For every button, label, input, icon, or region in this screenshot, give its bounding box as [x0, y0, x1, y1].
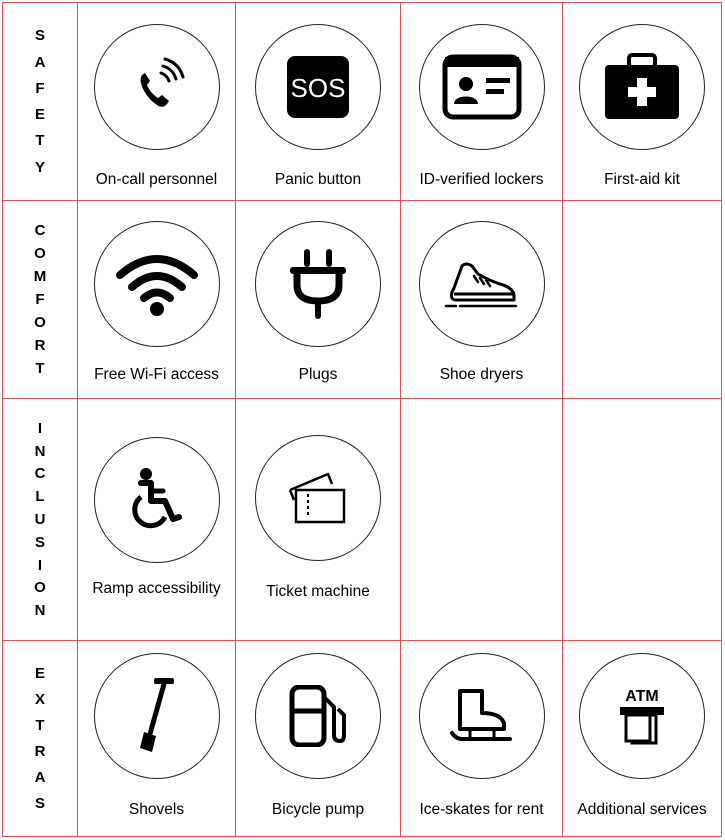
- sos-icon: [255, 24, 381, 150]
- category-extras: [3, 641, 78, 837]
- wifi-icon: [94, 221, 220, 347]
- category-letter: E: [34, 106, 45, 124]
- empty-cell: [563, 399, 722, 641]
- category-letter: U: [34, 510, 46, 528]
- amenity-on-call-personnel: [78, 3, 236, 201]
- amenity-label: Panic button: [274, 171, 362, 188]
- category-letter: A: [34, 769, 46, 786]
- category-letter: T: [35, 717, 45, 734]
- empty-cell: [401, 399, 563, 641]
- amenity-label: ID-verified lockers: [419, 171, 544, 188]
- category-letter: O: [34, 245, 46, 262]
- category-comfort: [3, 201, 78, 399]
- category-letter: I: [37, 556, 43, 574]
- category-letter: N: [34, 442, 46, 460]
- empty-cell: [563, 201, 722, 399]
- id-card-icon: [419, 24, 545, 150]
- category-letter: O: [34, 314, 46, 331]
- atm-text: ATM: [625, 688, 659, 705]
- amenity-label: Free Wi-Fi access: [94, 366, 219, 383]
- amenity-bicycle-pump: [236, 641, 401, 837]
- atm-icon: [579, 653, 705, 779]
- category-inclusion: [3, 399, 78, 641]
- category-letter: R: [34, 743, 46, 760]
- amenity-label: Additional services: [577, 801, 707, 818]
- category-letter: M: [33, 268, 47, 285]
- amenity-label: Ice-skates for rent: [419, 801, 544, 818]
- amenity-shovels: [78, 641, 236, 837]
- phone-ringing-icon: [94, 24, 220, 150]
- shovel-icon: [94, 653, 220, 779]
- amenity-additional-services: [563, 641, 722, 837]
- first-aid-kit-icon: [579, 24, 705, 150]
- amenity-label: Bicycle pump: [271, 801, 365, 818]
- amenity-first-aid-kit: [563, 3, 722, 201]
- category-letter: C: [34, 222, 46, 239]
- amenity-ramp-accessibility: [78, 399, 236, 641]
- amenity-label: Ticket machine: [266, 583, 370, 600]
- sos-text: SOS: [290, 73, 346, 103]
- amenity-panic-button: [236, 3, 401, 201]
- category-letter: L: [35, 488, 45, 506]
- category-letter: E: [34, 665, 45, 682]
- category-letter: Y: [34, 158, 45, 176]
- category-letter: I: [37, 419, 43, 437]
- ice-skate-icon: [419, 653, 545, 779]
- category-letter: A: [34, 53, 46, 71]
- category-letter: S: [34, 27, 45, 45]
- category-letter: S: [34, 533, 45, 551]
- amenity-label: Shoe dryers: [439, 366, 524, 383]
- amenity-label: First-aid kit: [604, 171, 680, 188]
- category-safety: [3, 3, 78, 201]
- amenity-label: Plugs: [298, 366, 338, 383]
- amenity-id-verified-lockers: [401, 3, 563, 201]
- amenity-ice-skates-for-rent: [401, 641, 563, 837]
- category-letter: T: [35, 360, 45, 377]
- category-letter: F: [35, 79, 45, 97]
- wheelchair-icon: [94, 437, 220, 563]
- amenities-grid: [2, 2, 722, 837]
- plug-icon: [255, 221, 381, 347]
- amenity-label: Shovels: [128, 801, 185, 818]
- pump-icon: [255, 653, 381, 779]
- ticket-icon: [255, 435, 381, 561]
- category-letter: R: [34, 337, 46, 354]
- shoe-icon: [419, 221, 545, 347]
- category-letter: F: [35, 291, 45, 308]
- category-letter: N: [34, 602, 46, 620]
- amenity-shoe-dryers: [401, 201, 563, 399]
- category-letter: O: [34, 579, 46, 597]
- category-letter: T: [35, 132, 45, 150]
- category-letter: X: [34, 691, 45, 708]
- amenity-plugs: [236, 201, 401, 399]
- category-letter: S: [34, 795, 45, 812]
- amenity-label: Ramp accessibility: [92, 580, 221, 597]
- amenity-label: On-call personnel: [95, 171, 218, 188]
- category-letter: C: [34, 465, 46, 483]
- amenity-ticket-machine: [236, 399, 401, 641]
- amenity-free-wifi-access: [78, 201, 236, 399]
